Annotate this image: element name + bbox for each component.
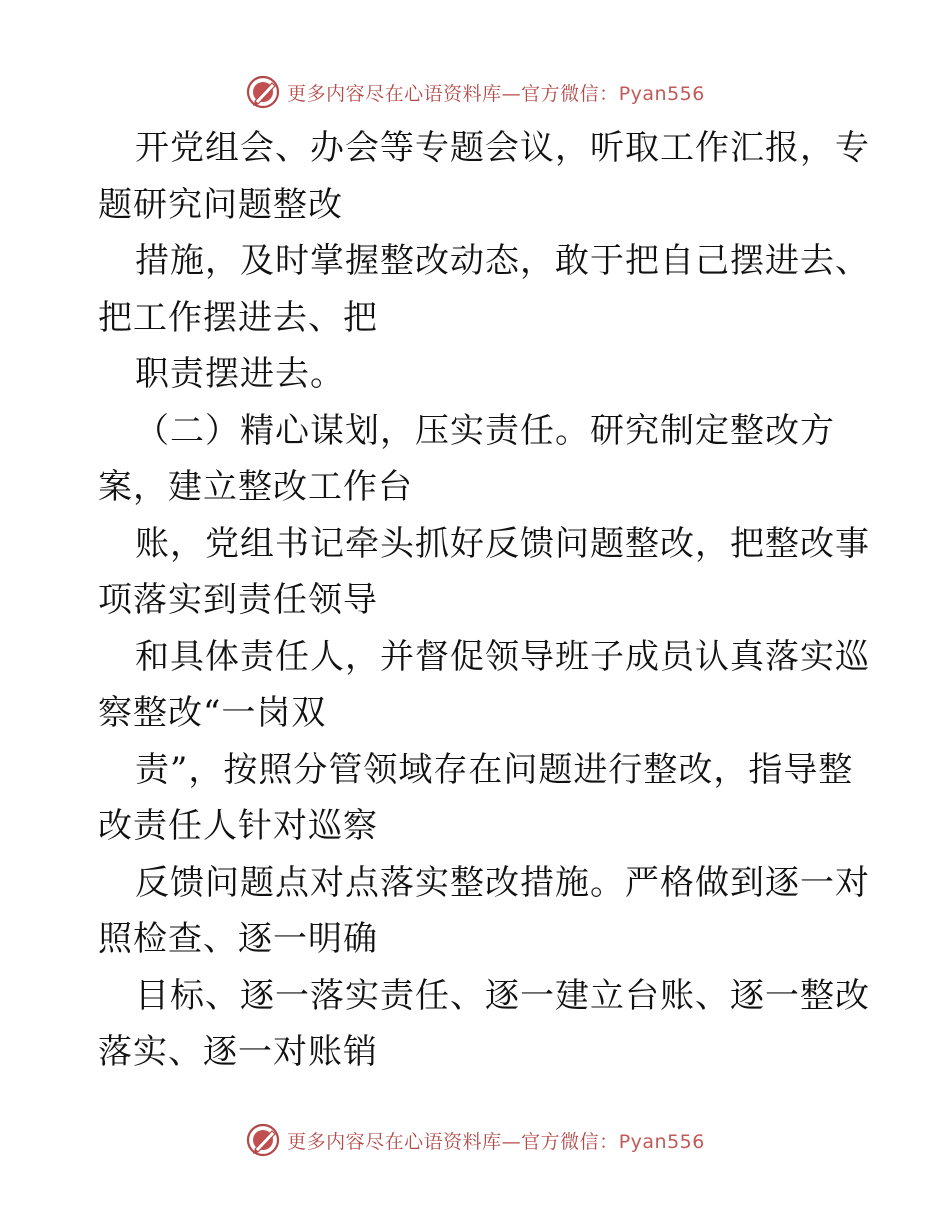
- text-line: 开党组会、办会等专题会议，听取工作汇报，专: [135, 128, 870, 168]
- pen-logo-icon: [245, 1122, 281, 1158]
- header-banner-text: 更多内容尽在心语资料库—官方微信：Pyan556: [287, 82, 705, 105]
- text-line: 反馈问题点对点落实整改措施。严格做到逐一对: [135, 862, 870, 903]
- text-line: 改责任人针对巡察: [98, 806, 378, 846]
- text-line: 案，建立整改工作台: [98, 467, 413, 507]
- text-line: 账，党组书记牵头抓好反馈问题整改，把整改事: [135, 523, 870, 564]
- text-line: 落实、逐一对账销: [98, 1032, 378, 1072]
- header-banner[interactable]: [0, 70, 950, 114]
- text-line: （二）精心谋划，压实责任。研究制定整改方: [135, 410, 835, 451]
- text-line: 把工作摆进去、把: [98, 297, 378, 338]
- footer-banner[interactable]: [0, 1118, 950, 1162]
- pen-logo-icon: [245, 74, 281, 110]
- footer-banner-text: 更多内容尽在心语资料库—官方微信：Pyan556: [287, 1130, 705, 1153]
- text-line: 目标、逐一落实责任、逐一建立台账、逐一整改: [135, 975, 870, 1016]
- text-line: 和具体责任人，并督促领导班子成员认真落实巡: [135, 636, 870, 677]
- text-line: 题研究问题整改: [98, 184, 343, 225]
- text-line: 责”，按照分管领域存在问题进行整改，指导整: [135, 749, 854, 790]
- text-line: 项落实到责任领导: [98, 580, 378, 620]
- text-line: 照检查、逐一明确: [98, 919, 378, 959]
- text-line: 察整改“一岗双: [98, 693, 327, 733]
- text-line: 措施，及时掌握整改动态，敢于把自己摆进去、: [135, 241, 870, 281]
- document-body: [98, 120, 870, 1081]
- text-line: 职责摆进去。: [135, 354, 345, 394]
